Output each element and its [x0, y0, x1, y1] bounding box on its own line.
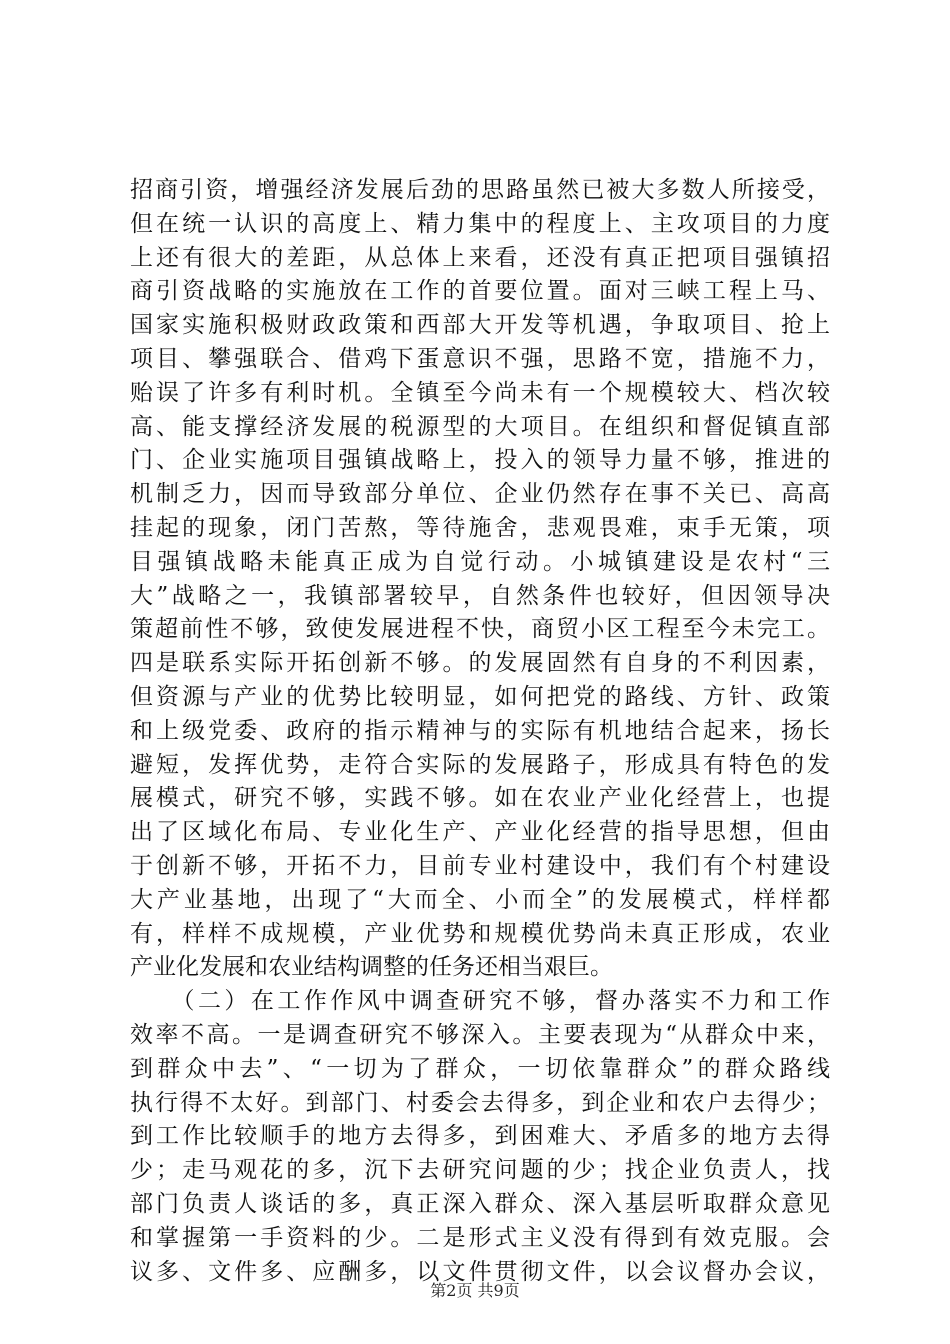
text-line: 效率不高。一是调查研究不够深入。主要表现为“从群众中来， [130, 1021, 830, 1048]
text-line: 和掌握第一手资料的少。二是形式主义没有得到有效克服。会 [130, 1224, 830, 1251]
text-line: 项目、攀强联合、借鸡下蛋意识不强，思路不宽，措施不力， [130, 345, 830, 372]
text-line: 大产业基地，出现了“大而全、小而全”的发展模式，样样都 [130, 886, 830, 913]
text-line: 执行得不太好。到部门、村委会去得多，到企业和农户去得少； [130, 1089, 830, 1116]
text-line: 门、企业实施项目强镇战略上，投入的领导力量不够，推进的 [130, 447, 830, 474]
text-line: 避短，发挥优势，走符合实际的发展路子，形成具有特色的发 [130, 751, 830, 778]
text-line: 贻误了许多有利时机。全镇至今尚未有一个规模较大、档次较 [130, 379, 830, 406]
page-footer [0, 1278, 950, 1301]
text-line: 国家实施积极财政政策和西部大开发等机遇，争取项目、抢上 [130, 312, 830, 339]
text-line: 但在统一认识的高度上、精力集中的程度上、主攻项目的力度 [130, 210, 830, 237]
text-line: 有，样样不成规模，产业优势和规模优势尚未真正形成，农业 [130, 920, 830, 947]
text-line: 但资源与产业的优势比较明显，如何把党的路线、方针、政策 [130, 683, 830, 710]
text-line: 展模式，研究不够，实践不够。如在农业产业化经营上，也提 [130, 785, 830, 812]
text-line: 高、能支撑经济发展的税源型的大项目。在组织和督促镇直部 [130, 413, 830, 440]
text-line: 到群众中去”、“一切为了群众，一切依靠群众”的群众路线 [130, 1055, 830, 1082]
text-line: 招商引资，增强经济发展后劲的思路虽然已被大多数人所接受， [130, 177, 830, 203]
text-line: 到工作比较顺手的地方去得多，到困难大、矛盾多的地方去得 [130, 1123, 830, 1150]
text-line: （二）在工作作风中调查研究不够，督办落实不力和工作 [130, 988, 830, 1015]
text-line: 议多、文件多、应酬多，以文件贯彻文件，以会议督办会议， [130, 1258, 830, 1285]
text-line: 四是联系实际开拓创新不够。的发展固然有自身的不利因素， [130, 650, 830, 677]
text-line: 少；走马观花的多，沉下去研究问题的少；找企业负责人，找 [130, 1157, 830, 1184]
text-line: 挂起的现象，闭门苦熬，等待施舍，悲观畏难，束手无策，项 [130, 514, 830, 541]
text-line: 部门负责人谈话的多，真正深入群众、深入基层听取群众意见 [130, 1190, 830, 1217]
text-line: 产业化发展和农业结构调整的任务还相当艰巨。 [130, 954, 613, 981]
text-line: 策超前性不够，致使发展进程不快，商贸小区工程至今未完工。 [130, 616, 830, 643]
text-line: 目强镇战略未能真正成为自觉行动。小城镇建设是农村“三 [130, 548, 830, 575]
text-line: 和上级党委、政府的指示精神与的实际有机地结合起来，扬长 [130, 717, 830, 744]
text-line: 大”战略之一，我镇部署较早，自然条件也较好，但因领导决 [130, 582, 830, 609]
text-line: 商引资战略的实施放在工作的首要位置。面对三峡工程上马、 [130, 278, 830, 305]
body-text [130, 174, 830, 1289]
page-number: 第2页 共9页 [430, 1281, 520, 1300]
text-line: 机制乏力，因而导致部分单位、企业仍然存在事不关已、高高 [130, 481, 830, 508]
text-line: 出了区域化布局、专业化生产、产业化经营的指导思想，但由 [130, 819, 830, 846]
text-line: 于创新不够，开拓不力，目前专业村建设中，我们有个村建设 [130, 852, 830, 879]
text-line: 上还有很大的差距，从总体上来看，还没有真正把项目强镇招 [130, 244, 830, 271]
